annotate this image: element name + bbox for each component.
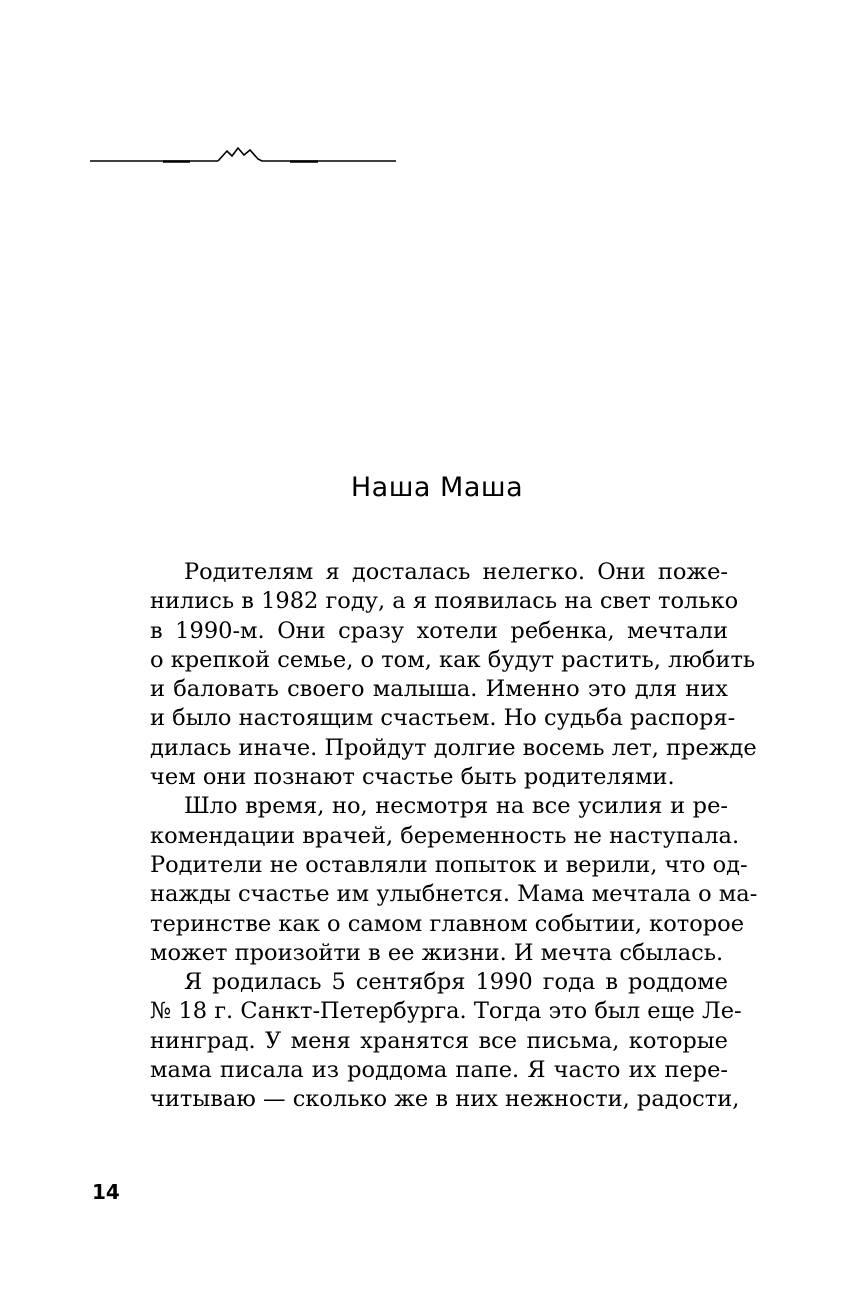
text-line: и было настоящим счастьем. Но судьба распоря- — [150, 705, 736, 732]
text-line: в 1990-м. Они сразу хотели ребенка, мечтали — [150, 617, 728, 644]
text-line: читываю — сколько же в них нежности, радости, — [150, 1086, 740, 1113]
text-line: Родители не оставляли попыток и верили, что од- — [150, 851, 748, 878]
text-line: комендации врачей, беременность не наступала. — [150, 822, 740, 849]
text-line: теринстве как о самом главном событии, которое — [150, 910, 745, 937]
page-number: 14 — [92, 1180, 120, 1204]
text-line: и баловать своего малыша. Именно это для них — [150, 676, 728, 703]
text-line: нинград. У меня хранятся все письма, которые — [150, 1027, 728, 1054]
text-line: Шло время, но, несмотря на все усилия и ре- — [184, 793, 728, 820]
text-line: нажды счастье им улыбнется. Мама мечтала о ма- — [150, 881, 758, 908]
text-line: о крепкой семье, о том, как будут растить, любить — [150, 646, 756, 673]
paragraph — [150, 968, 742, 1114]
text-line: Я родилась 5 сентября 1990 года в роддоме — [184, 969, 728, 996]
paragraph — [150, 792, 758, 968]
text-line: нились в 1982 году, а я появилась на свет только — [150, 588, 739, 615]
text-line: может произойти в ее жизни. И мечта сбылась. — [150, 939, 724, 966]
chapter-title: Наша Маша — [350, 472, 524, 503]
text-line: чем они познают счастье быть родителями. — [150, 764, 675, 791]
text-line: мама писала из роддома папе. Я часто их пере- — [150, 1057, 728, 1084]
paragraph — [150, 558, 757, 792]
text-line: дилась иначе. Пройдут долгие восемь лет, прежде — [150, 734, 757, 761]
mountain-divider-icon — [90, 143, 396, 167]
text-line: № 18 г. Санкт-Петербурга. Тогда это был еще Ле- — [150, 998, 742, 1025]
text-line: Родителям я досталась нелегко. Они поже- — [184, 559, 728, 585]
body-text — [150, 558, 758, 1115]
